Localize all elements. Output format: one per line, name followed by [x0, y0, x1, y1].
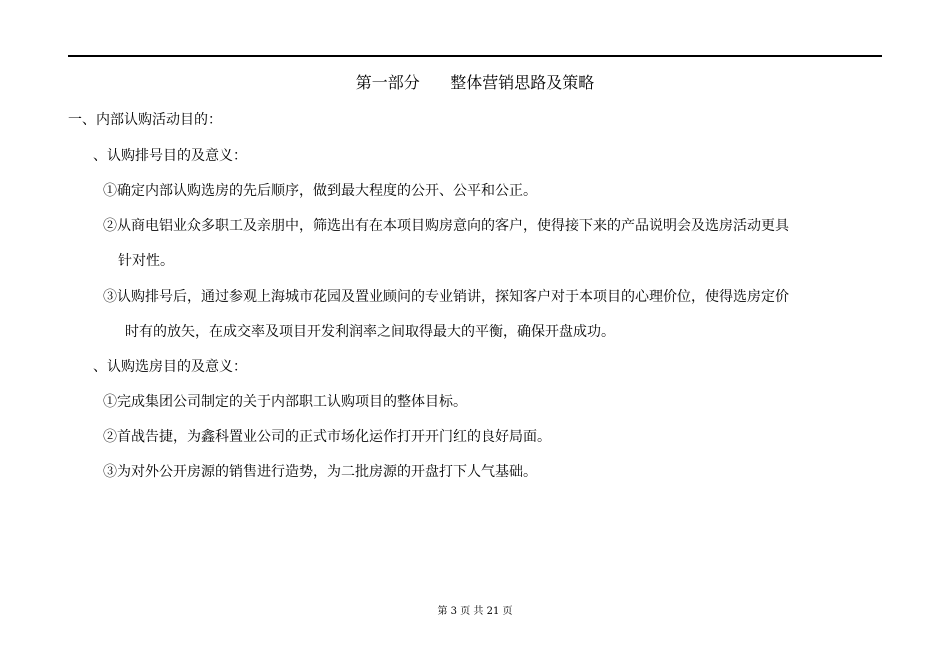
list-item: ③认购排号后，通过参观上海城市花园及置业顾问的专业销讲，探知客户对于本项目的心理价位，使得选房定价 — [103, 289, 789, 305]
list-item-continuation: 针对性。 — [118, 253, 174, 269]
page-title: 第一部分 整体营销思路及策略 — [355, 73, 595, 92]
subsection-heading-selection: 、认购选房目的及意义： — [93, 359, 247, 375]
subsection-heading-queue: 、认购排号目的及意义： — [93, 148, 247, 164]
list-item: ①完成集团公司制定的关于内部职工认购项目的整体目标。 — [103, 394, 467, 410]
page-number: 第 3 页 共 21 页 — [437, 606, 513, 617]
header-rule — [68, 55, 882, 57]
list-item: ②首战告捷，为鑫科置业公司的正式市场化运作打开开门红的良好局面。 — [103, 429, 551, 445]
list-item: ①确定内部认购选房的先后顺序，做到最大程度的公开、公平和公正。 — [103, 183, 537, 199]
section-heading: 一、内部认购活动目的： — [68, 112, 222, 128]
list-item: ③为对外公开房源的销售进行造势，为二批房源的开盘打下人气基础。 — [103, 464, 537, 480]
list-item-continuation: 时有的放矢，在成交率及项目开发利润率之间取得最大的平衡，确保开盘成功。 — [125, 324, 615, 340]
list-item: ②从商电铝业众多职工及亲朋中，筛选出有在本项目购房意向的客户，使得接下来的产品说明会及选房活动更具 — [103, 218, 789, 234]
